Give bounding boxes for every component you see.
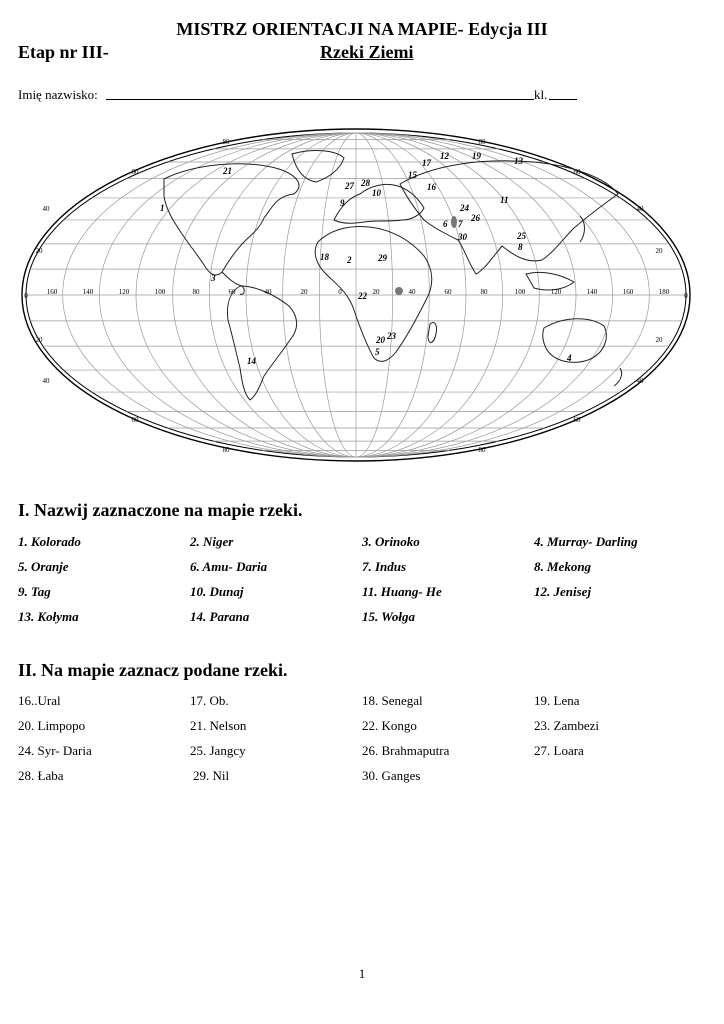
section1-heading: I. Nazwij zaznaczone na mapie rzeki. <box>18 500 303 520</box>
list-item: 15. Wołga <box>362 609 415 624</box>
lake-victoria <box>395 287 403 295</box>
caspian-sea <box>451 216 457 228</box>
river-marker: 13 <box>514 156 523 166</box>
list-item: 3. Orinoko <box>362 534 420 549</box>
list-item: 10. Dunaj <box>190 584 244 599</box>
river-marker: 30 <box>458 232 467 242</box>
list-item: 12. Jenisej <box>534 584 592 599</box>
section2-river-list <box>18 692 718 785</box>
river-marker: 27 <box>345 181 354 191</box>
list-item: 6. Amu- Daria <box>190 559 268 574</box>
lon-label: 20 <box>300 288 308 296</box>
list-item: 21. Nelson <box>190 718 247 733</box>
lon-label: 100 <box>514 288 526 296</box>
list-item: 30. Ganges <box>362 768 421 783</box>
world-map <box>14 124 698 466</box>
lon-label: 160 <box>622 288 634 296</box>
river-marker: 21 <box>223 166 232 176</box>
river-marker: 19 <box>472 151 481 161</box>
list-item: 24. Syr- Daria <box>18 743 92 758</box>
river-marker: 15 <box>408 170 417 180</box>
list-item: 23. Zambezi <box>534 718 599 733</box>
lon-label: 120 <box>118 288 130 296</box>
map-land <box>164 151 622 400</box>
north-america-outline <box>164 164 299 275</box>
list-item: 22. Kongo <box>362 718 417 733</box>
river-marker: 23 <box>387 331 396 341</box>
river-marker: 6 <box>443 219 448 229</box>
list-item: 2. Niger <box>190 534 234 549</box>
river-marker: 9 <box>340 198 345 208</box>
river-marker: 29 <box>378 253 387 263</box>
worksheet-title: MISTRZ ORIENTACJI NA MAPIE- Edycja III <box>176 19 548 39</box>
list-item: 25. Jangcy <box>190 743 246 758</box>
lon-label: 80 <box>192 288 200 296</box>
lat-label-40n-left: 40 <box>42 205 50 213</box>
lon-label: 180 <box>658 288 670 296</box>
map-lakes <box>395 216 457 295</box>
lon-label: 20 <box>372 288 380 296</box>
lat-label-eq-left: 0 <box>24 292 28 300</box>
lat-label-80s-left: 80 <box>222 446 230 454</box>
list-item: 27. Loara <box>534 743 584 758</box>
australia-outline <box>543 319 607 363</box>
river-marker: 28 <box>361 178 370 188</box>
river-marker: 11 <box>500 195 509 205</box>
lon-label: 140 <box>82 288 94 296</box>
lat-label-20s-right: 20 <box>655 336 663 344</box>
class-field-line[interactable] <box>549 99 577 100</box>
list-item: 26. Brahmaputra <box>362 743 450 758</box>
list-item: 18. Senegal <box>362 693 423 708</box>
name-label: Imię nazwisko: <box>18 87 98 102</box>
river-marker: 14 <box>247 356 256 366</box>
lat-label-40s-left: 40 <box>42 377 50 385</box>
lat-label-20s-left: 20 <box>35 336 43 344</box>
list-item: 20. Limpopo <box>18 718 86 733</box>
lon-label: 100 <box>154 288 166 296</box>
list-item: 14. Parana <box>190 609 250 624</box>
river-markers <box>160 151 572 366</box>
madagascar-outline <box>428 322 437 342</box>
river-marker: 7 <box>458 219 463 229</box>
river-marker: 24 <box>460 203 469 213</box>
list-item: 16..Ural <box>18 693 61 708</box>
lat-label-60n-right: 60 <box>573 168 581 176</box>
river-marker: 20 <box>376 335 385 345</box>
list-item: 1. Kolorado <box>18 534 81 549</box>
list-item: 4. Murray- Darling <box>534 534 638 549</box>
list-item: 11. Huang- He <box>362 584 442 599</box>
river-marker: 8 <box>518 242 523 252</box>
list-item: 17. Ob. <box>190 693 229 708</box>
page-number: 1 <box>358 966 366 981</box>
lat-label-eq-right: 0 <box>684 292 688 300</box>
river-marker: 5 <box>375 347 380 357</box>
stage-label: Etap nr III- <box>18 42 109 62</box>
lon-label: 160 <box>46 288 58 296</box>
river-marker: 1 <box>160 203 165 213</box>
river-marker: 25 <box>517 231 526 241</box>
river-marker: 17 <box>422 158 431 168</box>
river-marker: 4 <box>567 353 572 363</box>
list-item: 29. Nil <box>193 768 230 783</box>
section1-river-list <box>18 533 718 626</box>
lat-label-80n-left: 80 <box>222 138 230 146</box>
class-label: kl. <box>534 87 548 102</box>
river-marker: 22 <box>358 291 367 301</box>
lat-label-60s-right: 60 <box>573 416 581 424</box>
list-item: 7. Indus <box>362 559 407 574</box>
lat-label-40s-right: 40 <box>636 377 644 385</box>
lat-label-60s-left: 60 <box>131 416 139 424</box>
lon-label: 60 <box>228 288 236 296</box>
lat-label-20n-left: 20 <box>35 247 43 255</box>
river-marker: 16 <box>427 182 436 192</box>
greenland-outline <box>292 151 344 182</box>
asia-outline <box>400 161 618 274</box>
lon-label: 0 <box>338 288 342 296</box>
list-item: 13. Kołyma <box>18 609 79 624</box>
river-marker: 18 <box>320 252 329 262</box>
lon-label: 60 <box>444 288 452 296</box>
lat-label-80s-right: 80 <box>478 446 486 454</box>
river-marker: 2 <box>347 255 352 265</box>
list-item: 28. Łaba <box>18 768 64 783</box>
list-item: 9. Tag <box>18 584 51 599</box>
list-item: 19. Lena <box>534 693 580 708</box>
section2-heading: II. Na mapie zaznacz podane rzeki. <box>18 660 288 680</box>
lat-label-60n-left: 60 <box>131 168 139 176</box>
lat-label-20n-right: 20 <box>655 247 663 255</box>
list-item: 8. Mekong <box>534 559 592 574</box>
lon-label: 40 <box>264 288 272 296</box>
river-marker: 10 <box>372 188 381 198</box>
name-field-line[interactable] <box>106 99 534 100</box>
lon-label: 120 <box>550 288 562 296</box>
lon-label: 80 <box>480 288 488 296</box>
lat-label-40n-right: 40 <box>636 205 644 213</box>
worksheet-subtitle: Rzeki Ziemi <box>320 42 414 62</box>
lon-label: 40 <box>408 288 416 296</box>
lat-label-80n-right: 80 <box>478 138 486 146</box>
lon-label: 140 <box>586 288 598 296</box>
list-item: 5. Oranje <box>18 559 69 574</box>
river-marker: 3 <box>211 273 216 283</box>
river-marker: 26 <box>471 213 480 223</box>
river-marker: 12 <box>440 151 449 161</box>
